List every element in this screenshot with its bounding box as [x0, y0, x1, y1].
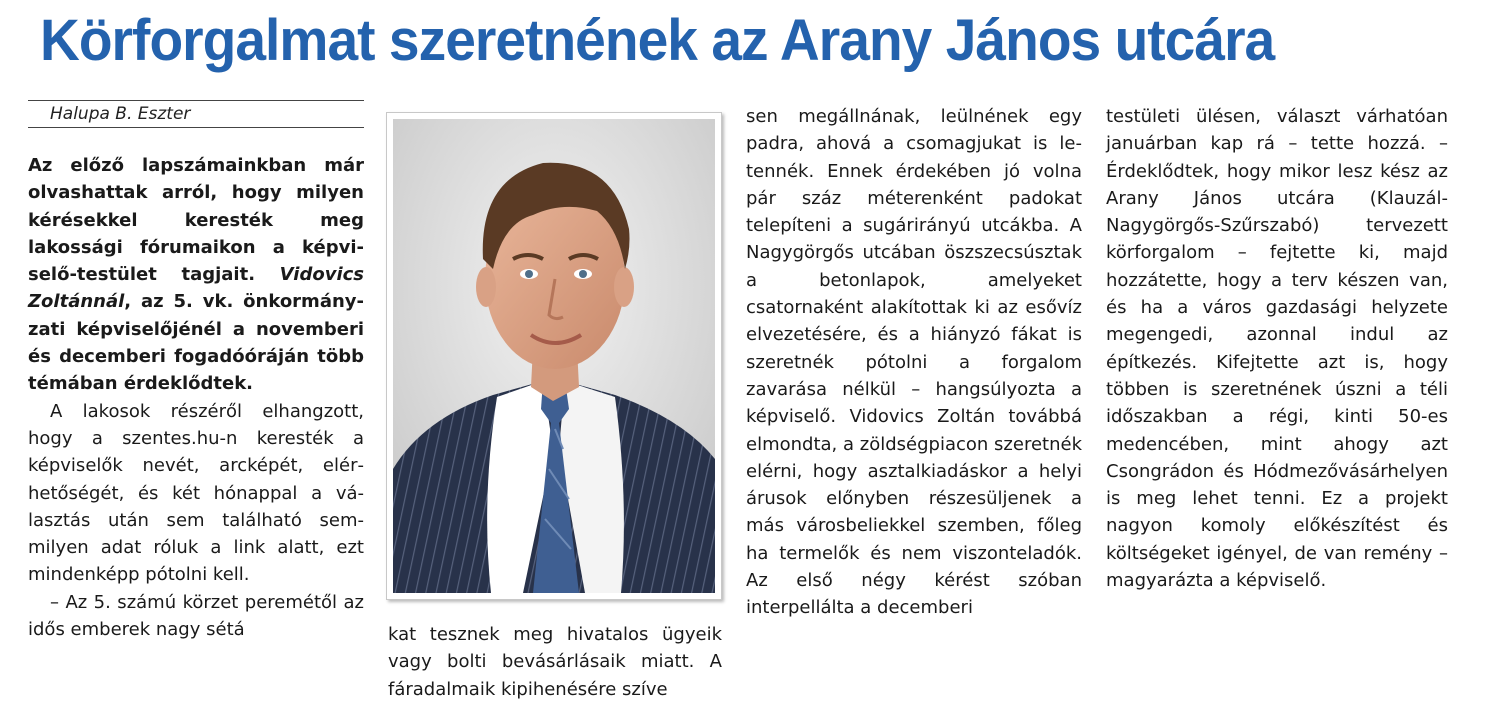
paragraph: testületi ülésen, választ várhatóan januárban kap rá – tette hozzá. – Érdeklődtek, hogy mikor lesz kész az Arany János utcára (Klauzál-Nagygörgős-Szűrszabó) tervezett körforgalom – fejtette ki, majd hozzátette, hogy a terv készen van, és ha a város gazdasági helyzete megengedi, azonnal indul az építkezés. Kifejtette azt is, hogy többen is szeretnének úszni a téli időszakban a régi, kinti 50-es medencében, mint ahogy azt Csongrádon és Hódmezővásárhelyen is meg lehet tenni. Ez a projekt nagyon komoly előkészítést és költségeket igényel, de van remény – magyarázta a képviselő. [1106, 106, 1448, 592]
author-name: Halupa B. Eszter [50, 104, 191, 124]
paragraph: sen megállnának, leülnének egy padra, ahová a csomagjukat is letennék. Ennek érdekében jó volna pár száz méterenként padokat telepíteni a sugárirányú utcákba. A Nagygörgős utcában öszszecsúsztak a betonlapok, amelyeket csatornaként alakítottak ki az esővíz elvezetésére, és a hiányzó fákat is szeretnék pótolni a forgalom zavarása nélkül – hangsúlyozta a képviselő. Vidovics Zoltán továbbá elmondta, a zöldségpiacon szeretnék elérni, hogy asztalkiadáskor a helyi árusok előnyben részesüljenek a más városbeliekkel szemben, főleg ha termelők és nem viszonteladók. Az első négy kérést szóban interpellálta a decemberi [746, 106, 1082, 619]
paragraph: kat tesznek meg hivatalos ügyeik vagy bolti bevásárlásaik miatt. A fáradalmaik kipihenésére szíve [388, 624, 722, 700]
portrait-image [393, 119, 715, 593]
column-4 [1106, 103, 1448, 594]
byline [28, 100, 364, 128]
article-headline: Körforgalmat szeretnének az Arany János utcára [40, 8, 1275, 73]
column-1 [28, 152, 364, 643]
lead-paragraph [28, 152, 364, 398]
column-2 [388, 621, 722, 703]
paragraph: – Az 5. számú körzet peremétől az idős emberek nagy sétá [28, 591, 364, 641]
lead-text-1: Az előző lapszámainkban már olvashattak arról, hogy milyen kérésekkel keresték meg lakossági fórumaikon a képviselő-testület tagjait. [28, 155, 364, 286]
lead-text-2: , az 5. vk. önkormányzati képviselőjénél a novemberi és decemberi fogadóóráján több témában érdeklődtek. [28, 291, 364, 395]
portrait-photo [386, 112, 722, 600]
paragraph: A lakosok részéről elhangzott, hogy a szentes.hu-n keresték a képviselők nevét, arcképét, elérhetőségét, és két hónappal a választás után sem található semmilyen adat róluk a link alatt, ezt mindenképp pótolni kell. [28, 400, 364, 586]
lead-name: Vidovics Zoltánnál [28, 264, 364, 313]
column-3 [746, 103, 1082, 622]
